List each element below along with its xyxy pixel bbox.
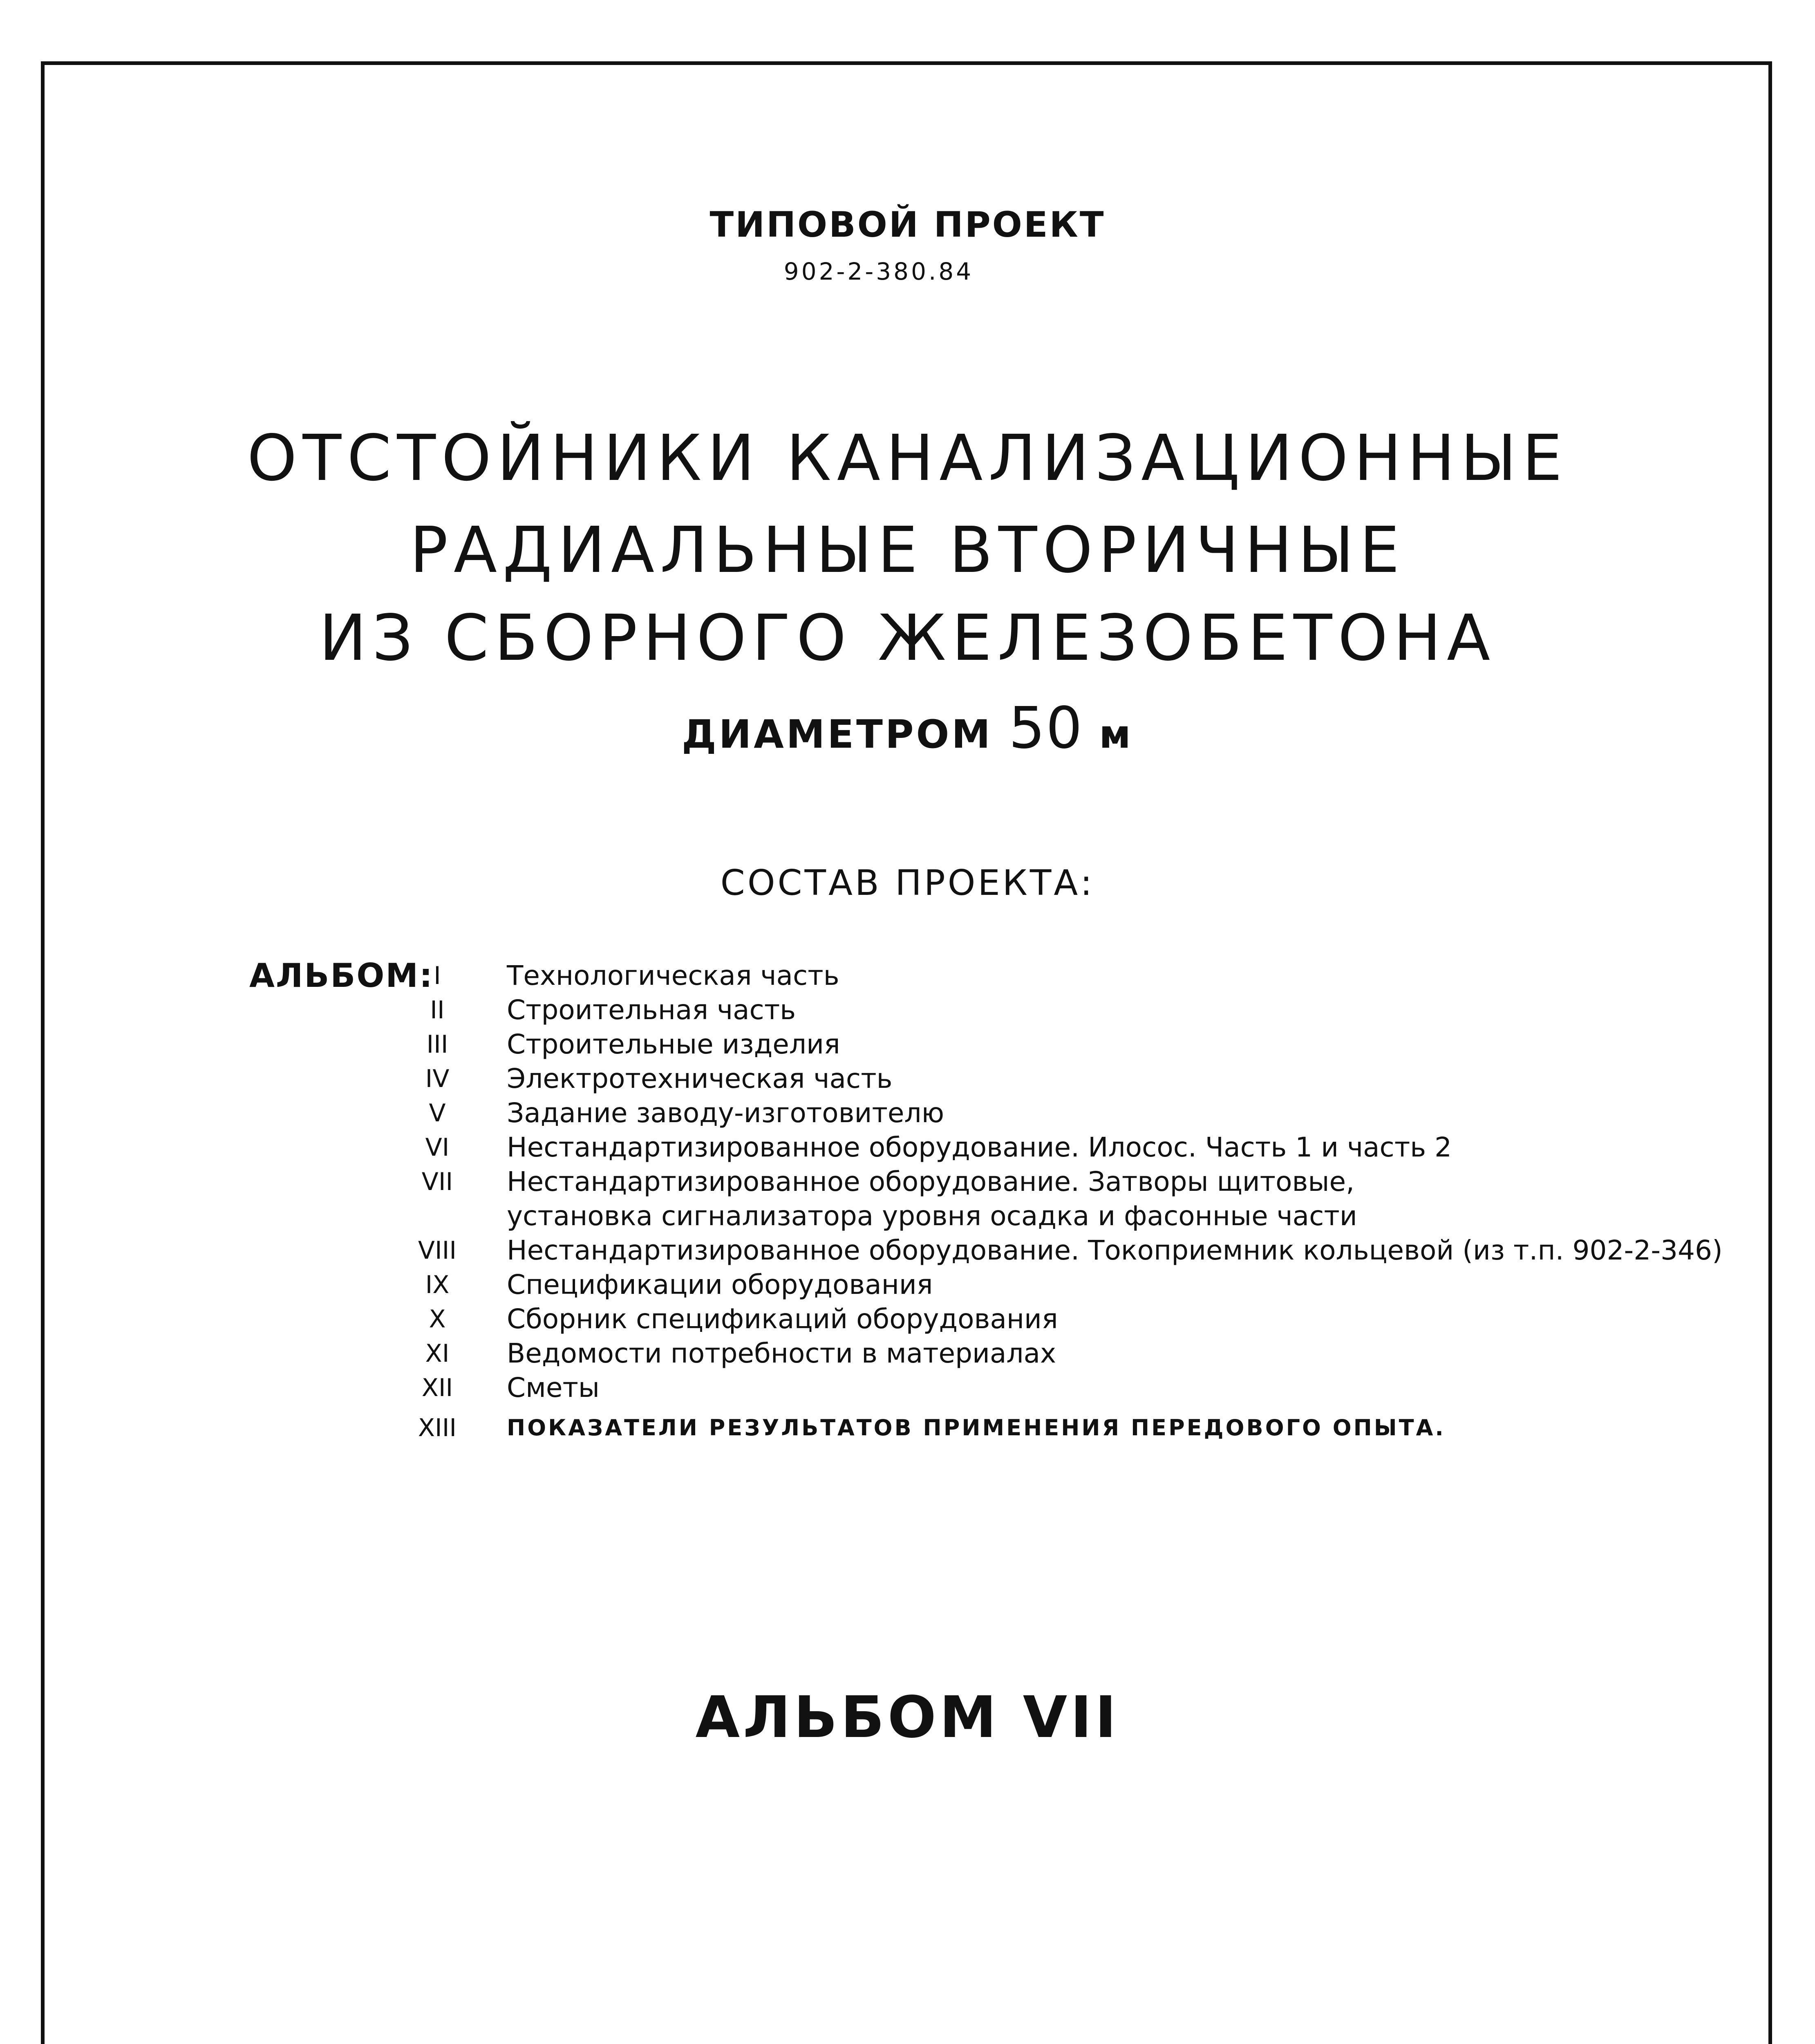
list-item: VIII Нестандартизированное оборудование. Токоприемник кольцевой (из т.п. 902-2-346)	[418, 1235, 1723, 1266]
list-item: VI Нестандартизированное оборудование. Илосос. Часть 1 и часть 2	[425, 1132, 1452, 1163]
list-item: IX Спецификации оборудования	[425, 1269, 933, 1300]
album-title: АЛЬБОМ VII	[695, 1684, 1120, 1751]
project-number: 902-2-380.84	[783, 258, 974, 285]
composition-heading: СОСТАВ ПРОЕКТА:	[720, 863, 1095, 903]
list-item: III Строительные изделия	[426, 1029, 840, 1060]
diameter-unit: м	[1099, 712, 1133, 757]
list-item: II Строительная часть	[430, 994, 796, 1026]
album-label: АЛЬБОМ:	[249, 957, 434, 995]
diameter-value: 50	[1008, 695, 1083, 762]
list-item: XIII ПОКАЗАТЕЛИ РЕЗУЛЬТАТОВ ПРИМЕНЕНИЯ ПЕРЕДОВОГО ОПЫТА.	[418, 1414, 1446, 1442]
list-item: I Технологическая часть	[434, 960, 839, 991]
project-series: ТИПОВОЙ ПРОЕКТ	[709, 204, 1106, 245]
title-line-2: РАДИАЛЬНЫЕ ВТОРИЧНЫЕ	[410, 513, 1405, 587]
list-item: установка сигнализатора уровня осадка и фасонные части	[507, 1200, 1357, 1232]
list-item: XI Ведомости потребности в материалах	[425, 1338, 1056, 1369]
list-item: X Сборник спецификаций оборудования	[429, 1303, 1058, 1335]
list-item: XII Сметы	[421, 1372, 600, 1403]
list-item: VII Нестандартизированное оборудование. Затворы щитовые,	[421, 1166, 1355, 1197]
diameter-label: ДИАМЕТРОМ	[682, 712, 993, 757]
diameter-line	[0, 695, 1815, 762]
album-list	[413, 959, 1721, 1445]
title-line-3: ИЗ СБОРНОГО ЖЕЛЕЗОБЕТОНА	[319, 601, 1496, 675]
list-item: V Задание заводу-изготовителю	[429, 1097, 944, 1129]
list-item: IV Электротехническая часть	[425, 1063, 893, 1094]
title-line-1: ОТСТОЙНИКИ КАНАЛИЗАЦИОННЫЕ	[247, 421, 1568, 495]
